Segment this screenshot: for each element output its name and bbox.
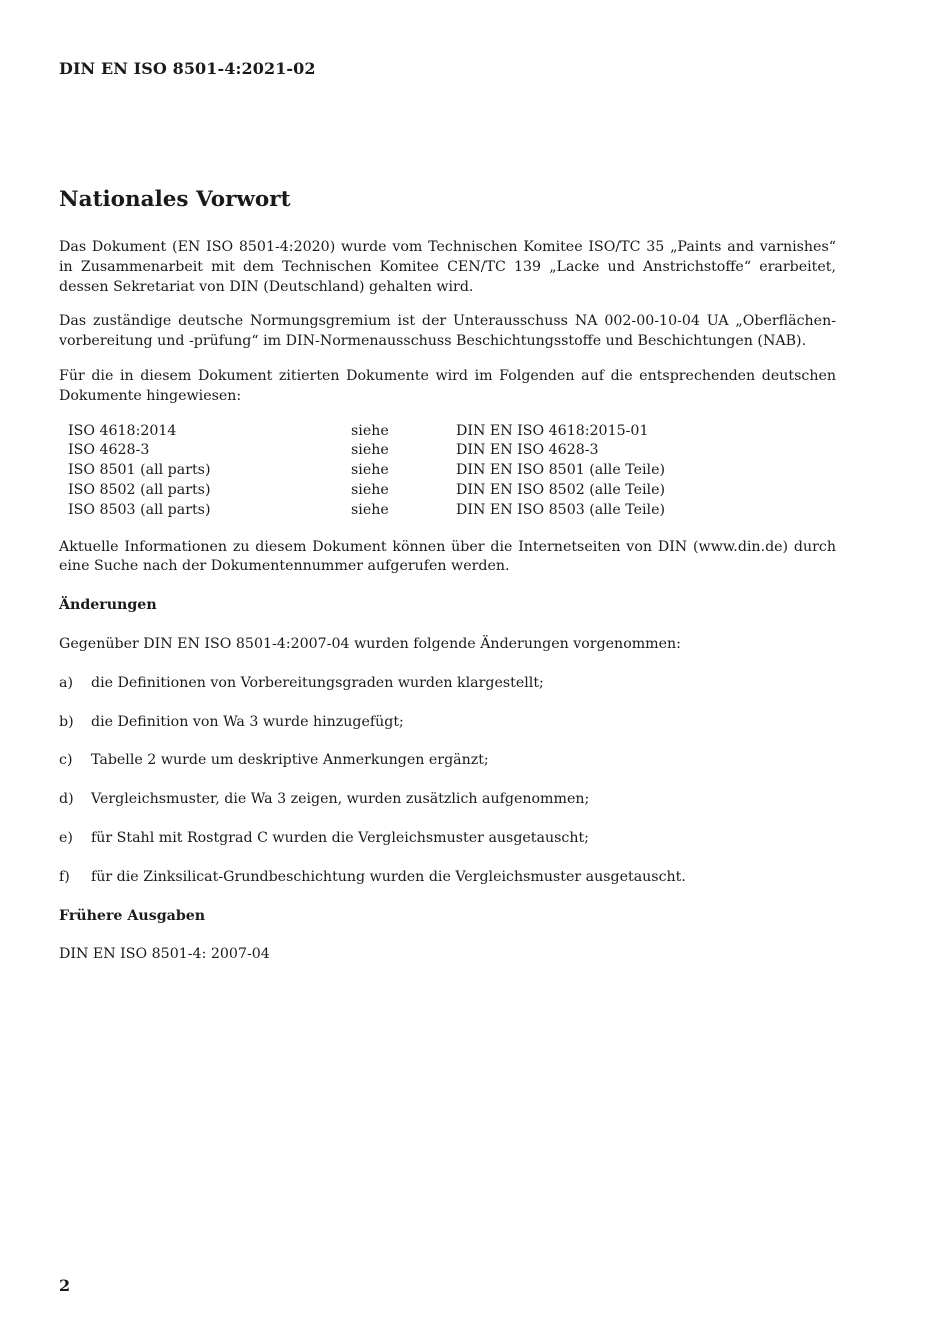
list-item-text: für Stahl mit Rostgrad C wurden die Vergleichsmuster ausgetauscht; [91, 829, 589, 846]
table-row [59, 501, 836, 521]
paragraph-references-intro: Für die in diesem Dokument zitierten Dokumente wird im Folgenden auf die entsprechenden deutschen Dokumente hingewiesen: [59, 367, 836, 404]
previous-editions-heading: Frühere Ausgaben [59, 907, 206, 924]
list-marker: e) [59, 829, 73, 846]
section-title: Nationales Vorwort [59, 187, 291, 212]
iso-reference: ISO 8502 (all parts) [68, 481, 211, 498]
din-reference: DIN EN ISO 8502 (alle Teile) [456, 481, 666, 498]
paragraph-online-info: Aktuelle Informationen zu diesem Dokument können über die Internetseiten von DIN (www.din.de) durch eine Suche nach der Dokumentennummer aufgerufen werden. [59, 538, 836, 575]
din-reference: DIN EN ISO 8501 (alle Teile) [456, 462, 666, 479]
paragraph-committee: Das Dokument (EN ISO 8501-4:2020) wurde vom Technischen Komitee ISO/TC 35 „Paints and varnishes“ in Zusammenarbeit mit dem Technischen Komitee CEN/TC 139 „Lacke und Anstrichstoffe“ erarbeitet, dessen Sekretariat von DIN (Deutschland) gehalten wird. [59, 239, 836, 295]
list-item [59, 751, 836, 771]
iso-reference: ISO 4618:2014 [68, 422, 177, 439]
din-reference: DIN EN ISO 4618:2015-01 [456, 422, 649, 439]
page-number: 2 [59, 1276, 71, 1295]
paragraph-national-body: Das zuständige deutsche Normungsgremium ist der Unterausschuss NA 002-00-10-04 UA „Oberflächen-vorbereitung und -prüfung“ im DIN-Normenausschuss Beschichtungsstoffe und Beschichtungen (NAB). [59, 313, 836, 350]
list-item-text: Vergleichsmuster, die Wa 3 zeigen, wurden zusätzlich aufgenommen; [91, 791, 590, 808]
changes-heading: Änderungen [59, 597, 157, 614]
section-content [59, 238, 836, 965]
iso-reference: ISO 4628-3 [68, 442, 150, 459]
iso-reference: ISO 8503 (all parts) [68, 501, 211, 518]
siehe-label: siehe [351, 462, 389, 479]
list-item-text: für die Zinksilicat-Grundbeschichtung wurden die Vergleichsmuster ausgetauscht. [91, 868, 686, 885]
changes-intro: Gegenüber DIN EN ISO 8501-4:2007-04 wurden folgende Änderungen vorgenommen: [59, 635, 681, 652]
list-marker: c) [59, 752, 73, 769]
table-row [59, 461, 836, 481]
list-item [59, 868, 836, 888]
list-item [59, 790, 836, 810]
list-item-text: Tabelle 2 wurde um deskriptive Anmerkungen ergänzt; [91, 752, 489, 769]
din-reference: DIN EN ISO 4628-3 [456, 442, 599, 459]
list-item-text: die Definitionen von Vorbereitungsgraden wurden klargestellt; [91, 674, 544, 691]
table-row [59, 422, 836, 442]
list-item [59, 829, 836, 849]
list-marker: d) [59, 791, 74, 808]
iso-reference: ISO 8501 (all parts) [68, 462, 211, 479]
siehe-label: siehe [351, 442, 389, 459]
changes-list [59, 674, 836, 888]
previous-editions-text: DIN EN ISO 8501-4: 2007-04 [59, 946, 270, 963]
siehe-label: siehe [351, 481, 389, 498]
table-row [59, 481, 836, 501]
table-row [59, 441, 836, 461]
list-marker: b) [59, 713, 74, 730]
list-marker: f) [59, 868, 70, 885]
siehe-label: siehe [351, 501, 389, 518]
reference-table [59, 422, 836, 521]
list-marker: a) [59, 674, 73, 691]
document-id-header: DIN EN ISO 8501-4:2021-02 [59, 59, 316, 78]
list-item [59, 713, 836, 733]
list-item [59, 674, 836, 694]
din-reference: DIN EN ISO 8503 (alle Teile) [456, 501, 666, 518]
list-item-text: die Definition von Wa 3 wurde hinzugefügt; [91, 713, 404, 730]
siehe-label: siehe [351, 422, 389, 439]
